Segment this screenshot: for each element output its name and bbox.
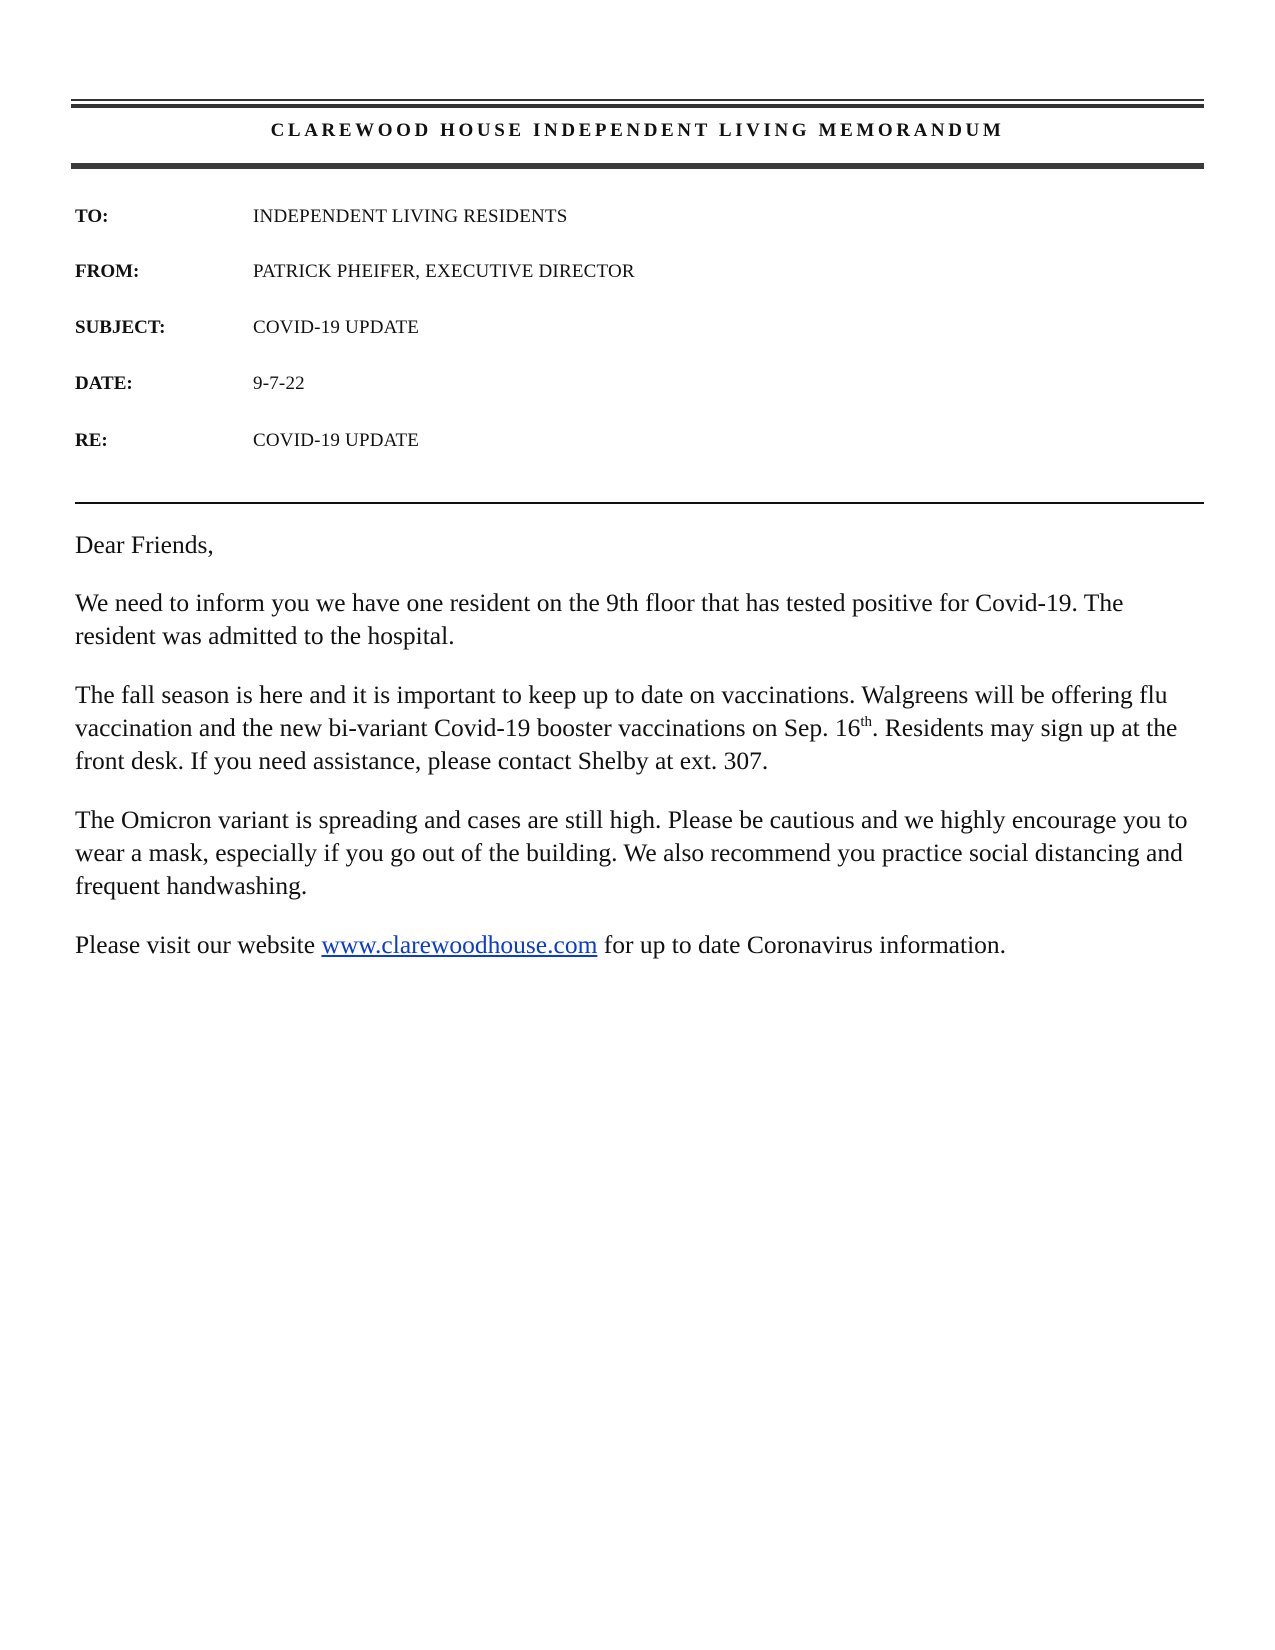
field-re-label: RE: <box>75 430 108 451</box>
paragraph-omicron: The Omicron variant is spreading and cases are still high. Please be cautious and we highly encourage you to wear a mask, especially if you go out of the building. We also recommend you practice social distancing and frequent handwashing. <box>75 805 1188 900</box>
paragraph-website-text-2: for up to date Coronavirus information. <box>597 930 1007 959</box>
letter-body <box>75 528 1205 987</box>
salutation: Dear Friends, <box>75 530 214 559</box>
field-date-value: 9-7-22 <box>253 373 305 394</box>
header-rule-thin <box>71 99 1204 101</box>
field-re-value: COVID-19 UPDATE <box>253 430 420 451</box>
paragraph-website-text-1: Please visit our website <box>75 930 322 959</box>
paragraph-covid-case: We need to inform you we have one resident on the 9th floor that has tested positive for Covid-19. The resident was admitted to the hospital. <box>75 588 1124 650</box>
paragraph-website <box>75 928 1205 961</box>
field-date-label: DATE: <box>75 373 133 394</box>
header-rule-thick <box>71 104 1204 108</box>
fields-divider <box>75 502 1204 504</box>
field-to-value: INDEPENDENT LIVING RESIDENTS <box>253 206 568 227</box>
paragraph-vaccinations-text-1: The fall season is here and it is important to keep up to date on vaccinations. Walgreens will be offering flu vaccination and the new bi-variant Covid-19 booster vaccinations on Sep. 16 <box>75 680 1168 742</box>
field-from-label: FROM: <box>75 261 140 282</box>
field-subject-value: COVID-19 UPDATE <box>253 317 420 338</box>
paragraph-vaccinations <box>75 678 1205 777</box>
field-from-value: PATRICK PHEIFER, EXECUTIVE DIRECTOR <box>253 261 635 282</box>
field-date <box>75 373 1200 403</box>
paragraph-vaccinations-text-2: . Residents may sign up at the front desk. If you need assistance, please contact Shelby at ext. 307. <box>75 713 1178 775</box>
field-to <box>75 206 1200 236</box>
field-re <box>75 430 1200 460</box>
field-to-label: TO: <box>75 206 109 227</box>
ordinal-suffix: th <box>860 714 873 730</box>
title-bottom-rule <box>71 163 1204 169</box>
website-link[interactable]: www.clarewoodhouse.com <box>321 930 598 959</box>
field-subject-label: SUBJECT: <box>75 317 166 338</box>
field-from <box>75 261 1200 291</box>
field-subject <box>75 317 1200 347</box>
memo-title: CLAREWOOD HOUSE INDEPENDENT LIVING MEMORANDUM <box>270 120 1005 141</box>
